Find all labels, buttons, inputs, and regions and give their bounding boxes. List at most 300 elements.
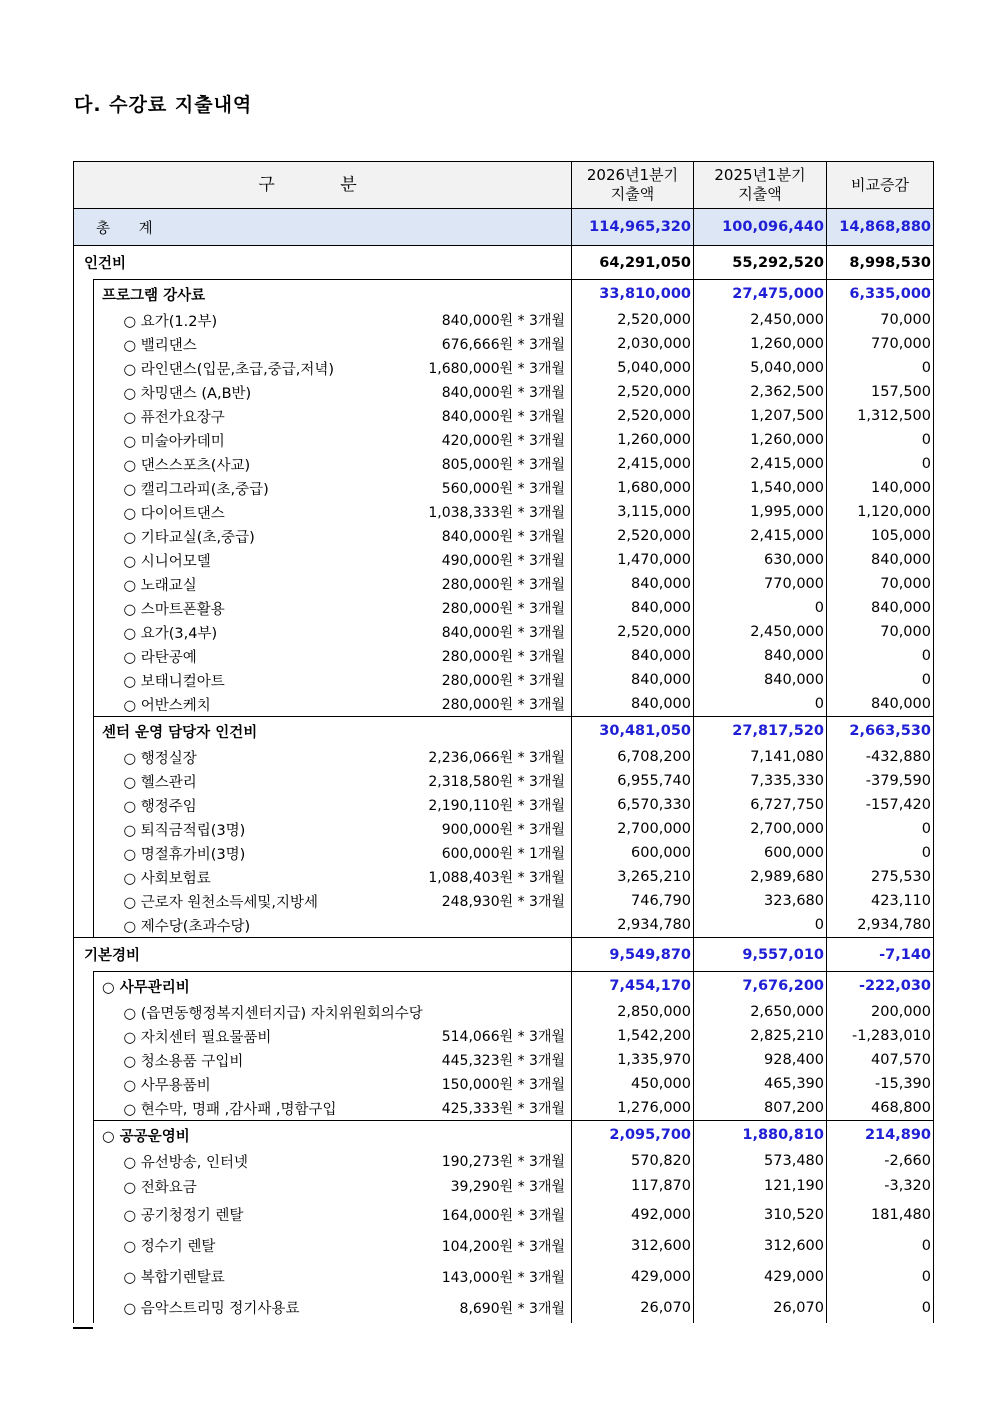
item-name: ○ 명절휴가비(3명)	[123, 846, 246, 863]
indent-cell	[94, 572, 118, 596]
item-v2025: 323,680	[694, 889, 827, 913]
program-row	[74, 280, 934, 309]
item-diff: 0	[827, 428, 934, 452]
item-calc: 104,200원 * 3개월	[441, 1238, 565, 1255]
indent-cell	[74, 452, 94, 476]
item-name: ○ 사무용품비	[123, 1077, 211, 1094]
list-item	[74, 1261, 934, 1292]
indent-cell	[74, 1173, 94, 1199]
item-v2025: 573,480	[694, 1149, 827, 1173]
item-v2025: 2,700,000	[694, 817, 827, 841]
item-v2026: 840,000	[572, 644, 694, 668]
indent-cell	[74, 356, 94, 380]
item-diff: 0	[827, 841, 934, 865]
indent-cell	[94, 889, 118, 913]
item-name: ○ 사회보험료	[123, 870, 211, 887]
item-calc: 1,680,000원 * 3개월	[428, 361, 565, 377]
item-diff: 70,000	[827, 572, 934, 596]
item-v2025: 312,600	[694, 1230, 827, 1261]
public-v2025: 1,880,810	[694, 1121, 827, 1150]
item-v2026: 1,260,000	[572, 428, 694, 452]
indent-cell	[94, 1230, 118, 1261]
item-diff: 0	[827, 668, 934, 692]
total-label: 총 계	[74, 209, 572, 246]
indent-cell	[94, 745, 118, 769]
indent-cell	[74, 476, 94, 500]
indent-cell	[74, 620, 94, 644]
item-calc: 840,000원 * 3개월	[441, 385, 565, 401]
item-v2026: 429,000	[572, 1261, 694, 1292]
item-name: ○ 캘리그라피(초,중급)	[123, 481, 269, 498]
list-item	[74, 1199, 934, 1230]
item-name: ○ 현수막, 명패 ,감사패 ,명함구입	[123, 1101, 337, 1118]
item-diff: 0	[827, 1261, 934, 1292]
item-name: ○ 라탄공예	[123, 649, 197, 666]
item-v2026: 1,470,000	[572, 548, 694, 572]
item-v2025: 2,450,000	[694, 620, 827, 644]
section-title: 다. 수강료 지출내역	[74, 94, 253, 116]
list-item	[74, 548, 934, 572]
indent-cell	[74, 1292, 94, 1323]
list-item	[74, 913, 934, 938]
list-item	[74, 500, 934, 524]
item-diff: 0	[827, 817, 934, 841]
item-calc: 840,000원 * 3개월	[441, 529, 565, 545]
indent-cell	[94, 548, 118, 572]
item-diff: 0	[827, 644, 934, 668]
item-diff: 70,000	[827, 620, 934, 644]
item-name: ○ 헬스관리	[123, 774, 197, 791]
header-2025: 2025년1분기 지출액	[694, 162, 827, 209]
indent-cell	[74, 717, 94, 746]
center-v2025: 27,817,520	[694, 717, 827, 746]
basic-row	[74, 938, 934, 972]
public-label: ○ 공공운영비	[94, 1121, 572, 1150]
list-item	[74, 1149, 934, 1173]
item-diff: 770,000	[827, 332, 934, 356]
item-v2026: 117,870	[572, 1173, 694, 1199]
item-diff: -157,420	[827, 793, 934, 817]
indent-cell	[74, 428, 94, 452]
item-v2026: 6,955,740	[572, 769, 694, 793]
item-v2026: 2,700,000	[572, 817, 694, 841]
indent-cell	[74, 1261, 94, 1292]
item-diff: 0	[827, 1230, 934, 1261]
indent-cell	[94, 1000, 118, 1024]
item-v2026: 2,520,000	[572, 404, 694, 428]
item-v2026: 840,000	[572, 596, 694, 620]
indent-cell	[94, 692, 118, 717]
center-diff: 2,663,530	[827, 717, 934, 746]
indent-cell	[94, 524, 118, 548]
indent-cell	[74, 1024, 94, 1048]
indent-cell	[94, 913, 118, 938]
item-calc: 2,318,580원 * 3개월	[428, 774, 565, 790]
item-v2025: 2,450,000	[694, 308, 827, 332]
indent-cell	[94, 356, 118, 380]
item-calc: 560,000원 * 3개월	[441, 481, 565, 497]
list-item	[74, 692, 934, 717]
indent-cell	[94, 841, 118, 865]
indent-cell	[74, 500, 94, 524]
item-v2025: 0	[694, 692, 827, 717]
item-diff: 468,800	[827, 1096, 934, 1121]
item-name: ○ 유선방송, 인터넷	[123, 1154, 249, 1171]
item-diff: 2,934,780	[827, 913, 934, 938]
basic-v2025: 9,557,010	[694, 938, 827, 972]
item-calc: 676,666원 * 3개월	[441, 337, 565, 353]
indent-cell	[94, 1261, 118, 1292]
item-calc: 1,088,403원 * 3개월	[428, 870, 565, 886]
item-name: ○ 정수기 렌탈	[123, 1239, 216, 1255]
item-v2025: 840,000	[694, 644, 827, 668]
indent-cell	[74, 280, 94, 309]
item-name: ○ 퇴직금적립(3명)	[123, 822, 246, 839]
item-name: ○ 스마트폰활용	[123, 601, 225, 618]
item-name: ○ 라인댄스(입문,초급,중급,저녁)	[123, 361, 334, 378]
item-diff: 840,000	[827, 596, 934, 620]
item-calc: 600,000원 * 1개월	[441, 846, 565, 862]
indent-cell	[74, 668, 94, 692]
item-diff: 157,500	[827, 380, 934, 404]
basic-label: 기본경비	[74, 938, 572, 972]
item-name: ○ 청소용품 구입비	[123, 1053, 244, 1070]
item-v2026: 26,070	[572, 1292, 694, 1323]
indent-cell	[94, 769, 118, 793]
item-v2025: 0	[694, 913, 827, 938]
item-v2026: 6,708,200	[572, 745, 694, 769]
item-diff: 0	[827, 1292, 934, 1323]
item-name: ○ 밸리댄스	[123, 337, 197, 354]
item-diff: 70,000	[827, 308, 934, 332]
item-v2025: 600,000	[694, 841, 827, 865]
office-diff: -222,030	[827, 972, 934, 1001]
indent-cell	[74, 1072, 94, 1096]
header-category: 구 분	[74, 162, 572, 209]
indent-cell	[94, 1173, 118, 1199]
list-item	[74, 769, 934, 793]
indent-cell	[74, 1048, 94, 1072]
indent-cell	[74, 793, 94, 817]
header-2026: 2026년1분기 지출액	[572, 162, 694, 209]
item-v2025: 2,989,680	[694, 865, 827, 889]
item-diff: 181,480	[827, 1199, 934, 1230]
item-diff: 275,530	[827, 865, 934, 889]
item-v2026: 492,000	[572, 1199, 694, 1230]
indent-cell	[94, 1149, 118, 1173]
item-name: ○ 제수당(초과수당)	[123, 918, 251, 935]
item-v2026: 1,542,200	[572, 1024, 694, 1048]
indent-cell	[94, 1096, 118, 1121]
item-name: ○ 공기청정기 렌탈	[123, 1208, 244, 1224]
list-item	[74, 889, 934, 913]
office-row	[74, 972, 934, 1001]
item-name: ○ 시니어모델	[123, 553, 211, 570]
indent-cell	[74, 1096, 94, 1121]
item-name: ○ 노래교실	[123, 577, 197, 594]
item-calc: 248,930원 * 3개월	[441, 894, 565, 910]
item-v2025: 840,000	[694, 668, 827, 692]
item-v2025: 1,995,000	[694, 500, 827, 524]
list-item	[74, 1292, 934, 1323]
indent-cell	[74, 769, 94, 793]
public-v2026: 2,095,700	[572, 1121, 694, 1150]
indent-cell	[74, 1230, 94, 1261]
item-diff: 407,570	[827, 1048, 934, 1072]
item-v2026: 2,030,000	[572, 332, 694, 356]
item-v2025: 2,415,000	[694, 524, 827, 548]
indent-cell	[74, 1000, 94, 1024]
office-v2025: 7,676,200	[694, 972, 827, 1001]
indent-cell	[94, 308, 118, 332]
item-name: ○ 행정주임	[123, 798, 197, 815]
program-v2025: 27,475,000	[694, 280, 827, 309]
list-item	[74, 745, 934, 769]
list-item	[74, 1096, 934, 1121]
item-v2026: 3,115,000	[572, 500, 694, 524]
item-v2026: 570,820	[572, 1149, 694, 1173]
item-calc: 190,273원 * 3개월	[441, 1154, 565, 1170]
indent-cell	[94, 500, 118, 524]
item-diff: 840,000	[827, 548, 934, 572]
item-name: ○ 차밍댄스 (A,B반)	[123, 385, 252, 402]
office-label: ○ 사무관리비	[94, 972, 572, 1001]
item-diff: -1,283,010	[827, 1024, 934, 1048]
total-row	[74, 209, 934, 246]
item-v2026: 1,335,970	[572, 1048, 694, 1072]
item-v2025: 7,141,080	[694, 745, 827, 769]
item-calc: 445,323원 * 3개월	[441, 1053, 565, 1069]
item-v2025: 2,650,000	[694, 1000, 827, 1024]
item-calc: 280,000원 * 3개월	[441, 697, 565, 713]
item-v2026: 2,520,000	[572, 380, 694, 404]
item-calc: 150,000원 * 3개월	[441, 1077, 565, 1093]
indent-cell	[94, 476, 118, 500]
item-v2025: 429,000	[694, 1261, 827, 1292]
item-calc: 1,038,333원 * 3개월	[428, 505, 565, 521]
item-v2025: 7,335,330	[694, 769, 827, 793]
list-item	[74, 308, 934, 332]
item-v2026: 312,600	[572, 1230, 694, 1261]
indent-cell	[94, 332, 118, 356]
list-item	[74, 524, 934, 548]
personnel-v2026: 64,291,050	[572, 246, 694, 280]
list-item	[74, 428, 934, 452]
item-name: ○ 복합기렌탈료	[123, 1270, 225, 1286]
indent-cell	[94, 1024, 118, 1048]
indent-cell	[94, 668, 118, 692]
item-diff: 200,000	[827, 1000, 934, 1024]
item-v2025: 121,190	[694, 1173, 827, 1199]
item-v2026: 5,040,000	[572, 356, 694, 380]
indent-cell	[74, 572, 94, 596]
basic-v2026: 9,549,870	[572, 938, 694, 972]
public-row	[74, 1121, 934, 1150]
item-v2026: 2,520,000	[572, 620, 694, 644]
indent-cell	[74, 548, 94, 572]
item-v2025: 1,207,500	[694, 404, 827, 428]
indent-cell	[94, 1292, 118, 1323]
program-label: 프로그램 강사료	[94, 280, 572, 309]
item-diff: 423,110	[827, 889, 934, 913]
item-diff: -15,390	[827, 1072, 934, 1096]
item-diff: -2,660	[827, 1149, 934, 1173]
item-name: ○ 자치센터 필요물품비	[123, 1029, 272, 1046]
indent-cell	[94, 817, 118, 841]
item-v2025: 310,520	[694, 1199, 827, 1230]
indent-cell	[74, 332, 94, 356]
item-v2025: 2,415,000	[694, 452, 827, 476]
program-v2026: 33,810,000	[572, 280, 694, 309]
item-v2026: 450,000	[572, 1072, 694, 1096]
item-calc: 2,236,066원 * 3개월	[428, 750, 565, 766]
header-diff: 비교증감	[827, 162, 934, 209]
item-name: ○ 요가(3,4부)	[123, 625, 218, 642]
item-calc: 490,000원 * 3개월	[441, 553, 565, 569]
public-diff: 214,890	[827, 1121, 934, 1150]
item-v2026: 840,000	[572, 572, 694, 596]
program-diff: 6,335,000	[827, 280, 934, 309]
item-diff: 105,000	[827, 524, 934, 548]
item-calc: 280,000원 * 3개월	[441, 649, 565, 665]
indent-cell	[94, 620, 118, 644]
item-calc: 280,000원 * 3개월	[441, 577, 565, 593]
item-calc: 900,000원 * 3개월	[441, 822, 565, 838]
total-diff: 14,868,880	[827, 209, 934, 246]
item-name: ○ 미술아카데미	[123, 433, 225, 450]
item-v2026: 2,520,000	[572, 308, 694, 332]
item-name: ○ 보태니컬아트	[123, 673, 225, 690]
item-name: ○ 어반스케치	[123, 697, 211, 714]
item-v2025: 1,260,000	[694, 428, 827, 452]
list-item	[74, 404, 934, 428]
item-calc: 8,690원 * 3개월	[459, 1300, 565, 1317]
item-v2026: 1,276,000	[572, 1096, 694, 1121]
indent-cell	[74, 913, 94, 938]
item-v2026: 2,415,000	[572, 452, 694, 476]
list-item	[74, 865, 934, 889]
item-v2026: 3,265,210	[572, 865, 694, 889]
list-item	[74, 572, 934, 596]
indent-cell	[94, 1199, 118, 1230]
indent-cell	[74, 404, 94, 428]
item-v2025: 5,040,000	[694, 356, 827, 380]
item-v2026: 1,680,000	[572, 476, 694, 500]
indent-cell	[74, 841, 94, 865]
personnel-label: 인건비	[74, 246, 572, 280]
item-v2026: 840,000	[572, 668, 694, 692]
indent-cell	[74, 1149, 94, 1173]
indent-cell	[94, 865, 118, 889]
indent-cell	[74, 817, 94, 841]
item-v2025: 6,727,750	[694, 793, 827, 817]
office-v2026: 7,454,170	[572, 972, 694, 1001]
item-name: ○ (읍면동행정복지센터지급) 자치위원회의수당	[123, 1005, 423, 1022]
item-diff: 1,312,500	[827, 404, 934, 428]
item-v2026: 2,850,000	[572, 1000, 694, 1024]
item-diff: 140,000	[827, 476, 934, 500]
personnel-row	[74, 246, 934, 280]
item-calc: 39,290원 * 3개월	[450, 1179, 565, 1195]
personnel-diff: 8,998,530	[827, 246, 934, 280]
total-2025: 100,096,440	[694, 209, 827, 246]
center-row	[74, 717, 934, 746]
indent-cell	[94, 380, 118, 404]
item-v2025: 1,260,000	[694, 332, 827, 356]
item-name: ○ 요가(1.2부)	[123, 313, 218, 330]
item-v2026: 746,790	[572, 889, 694, 913]
list-item	[74, 332, 934, 356]
item-v2025: 26,070	[694, 1292, 827, 1323]
list-item	[74, 1230, 934, 1261]
basic-diff: -7,140	[827, 938, 934, 972]
item-name: ○ 기타교실(초,중급)	[123, 529, 255, 546]
list-item	[74, 1048, 934, 1072]
indent-cell	[74, 308, 94, 332]
list-item	[74, 1173, 934, 1199]
indent-cell	[74, 596, 94, 620]
item-calc: 2,190,110원 * 3개월	[428, 798, 565, 814]
item-v2025: 2,362,500	[694, 380, 827, 404]
indent-cell	[74, 1121, 94, 1150]
center-v2026: 30,481,050	[572, 717, 694, 746]
item-diff: -432,880	[827, 745, 934, 769]
list-item	[74, 817, 934, 841]
item-name: ○ 음악스트리밍 정기사용료	[123, 1301, 300, 1317]
indent-cell	[74, 1199, 94, 1230]
item-v2025: 630,000	[694, 548, 827, 572]
item-calc: 840,000원 * 3개월	[441, 409, 565, 425]
list-item	[74, 644, 934, 668]
indent-cell	[74, 644, 94, 668]
list-item	[74, 1024, 934, 1048]
personnel-v2025: 55,292,520	[694, 246, 827, 280]
item-v2025: 1,540,000	[694, 476, 827, 500]
item-calc: 425,333원 * 3개월	[441, 1101, 565, 1117]
indent-cell	[74, 692, 94, 717]
item-v2025: 465,390	[694, 1072, 827, 1096]
item-name: ○ 다이어트댄스	[123, 505, 225, 522]
item-calc: 280,000원 * 3개월	[441, 673, 565, 689]
total-2026: 114,965,320	[572, 209, 694, 246]
list-item	[74, 476, 934, 500]
list-item	[74, 668, 934, 692]
list-item	[74, 596, 934, 620]
item-name: ○ 근로자 원천소득세및,지방세	[123, 894, 319, 911]
indent-cell	[94, 404, 118, 428]
item-calc: 164,000원 * 3개월	[441, 1207, 565, 1224]
item-v2026: 2,934,780	[572, 913, 694, 938]
list-item	[74, 620, 934, 644]
item-name: ○ 행정실장	[123, 750, 197, 767]
indent-cell	[74, 889, 94, 913]
item-name: ○ 전화요금	[123, 1179, 197, 1196]
indent-cell	[94, 428, 118, 452]
item-calc: 280,000원 * 3개월	[441, 601, 565, 617]
item-calc: 420,000원 * 3개월	[441, 433, 565, 449]
table-end-line	[73, 1327, 93, 1329]
item-v2025: 2,825,210	[694, 1024, 827, 1048]
indent-cell	[74, 972, 94, 1001]
item-v2025: 0	[694, 596, 827, 620]
center-label: 센터 운영 담당자 인건비	[94, 717, 572, 746]
header-row	[74, 162, 934, 209]
list-item	[74, 793, 934, 817]
list-item	[74, 356, 934, 380]
item-diff: -3,320	[827, 1173, 934, 1199]
list-item	[74, 452, 934, 476]
item-diff: 0	[827, 452, 934, 476]
